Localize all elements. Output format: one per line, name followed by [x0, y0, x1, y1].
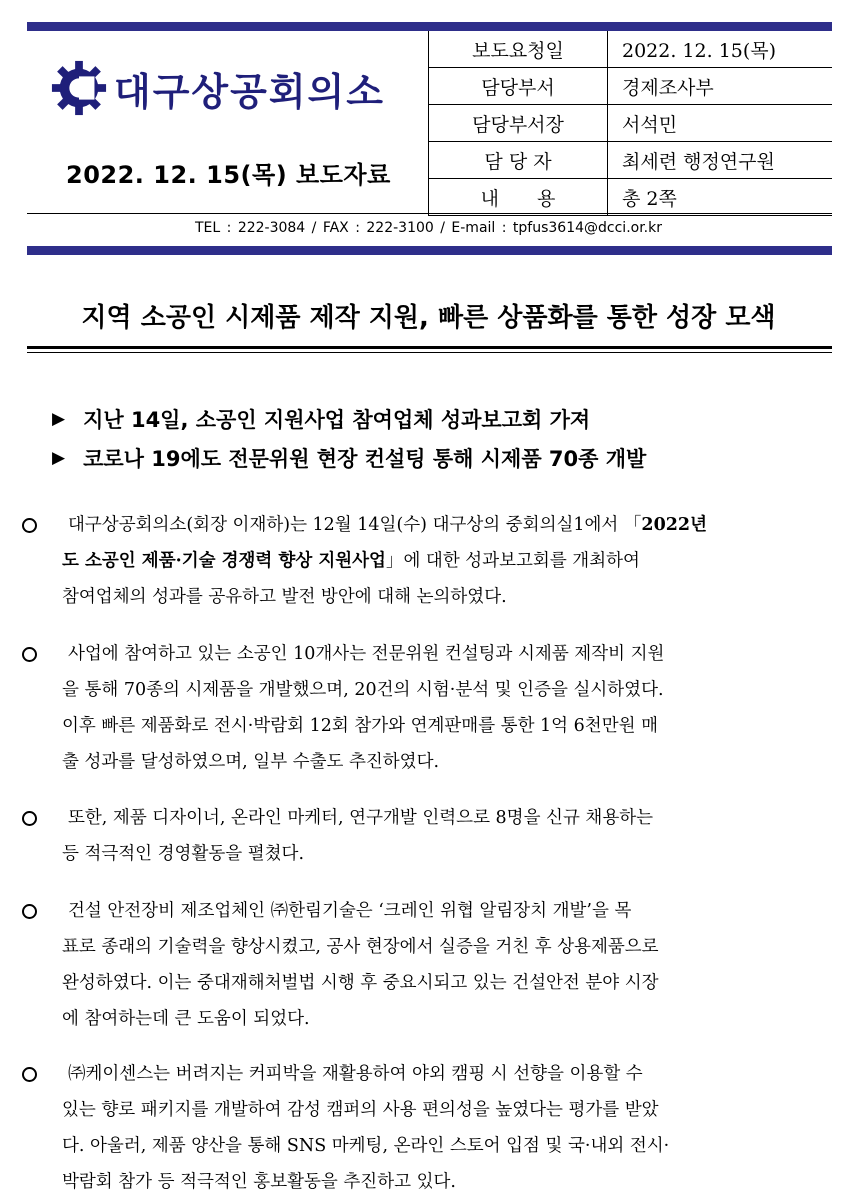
info-row [429, 31, 833, 68]
paragraph-line: 을 통해 70종의 시제품을 개발했으며, 20건의 시험·분석 및 인증을 실시하였다. [62, 680, 664, 700]
info-value: 총 2쪽 [608, 179, 833, 216]
contact-divider [27, 213, 832, 214]
paragraph-line: 표로 종래의 기술력을 향상시켰고, 공사 현장에서 실증을 거친 후 상용제품으로 [62, 937, 659, 957]
paragraph-text: 」에 대한 성과보고회를 개최하여 [385, 551, 640, 571]
paragraph-line [62, 543, 640, 579]
paragraph-line: 사업에 참여하고 있는 소공인 10개사는 전문위원 컨설팅과 시제품 제작비 지원 [68, 644, 665, 664]
header-top-bar [27, 22, 832, 31]
paragraph-line: 출 성과를 달성하였으며, 일부 수출도 추진하였다. [62, 752, 440, 772]
paragraph-line: 건설 안전장비 제조업체인 ㈜한림기술은 ‘크레인 위협 알림장치 개발’을 목 [68, 901, 632, 921]
info-row [429, 179, 833, 216]
circle-bullet-icon [22, 904, 37, 919]
info-table [428, 31, 832, 216]
paragraph [22, 893, 837, 1039]
paragraph-line: 참여업체의 성과를 공유하고 발전 방안에 대해 논의하였다. [62, 587, 507, 607]
paragraph-line: 또한, 제품 디자이너, 온라인 마케터, 연구개발 인력으로 8명을 신규 채용하는 [68, 808, 654, 828]
info-key: 담 당 자 [429, 142, 608, 179]
headline-rule [27, 346, 832, 349]
contact-line: TEL : 222-3084 / FAX : 222-3100 / E-mail : tpfus3614@dcci.or.kr [195, 220, 662, 236]
subheading-text: 지난 14일, 소공인 지원사업 참여업체 성과보고회 가져 [83, 408, 591, 432]
circle-bullet-icon [22, 1067, 37, 1082]
paragraph [22, 1056, 837, 1199]
paragraph-line: 이후 빠른 제품화로 전시·박람회 12회 참가와 연계판매를 통한 1억 6천만원 매 [62, 716, 658, 736]
info-key: 내 용 [429, 179, 608, 216]
paragraph-line: 등 적극적인 경영활동을 펼쳤다. [62, 844, 305, 864]
paragraph-bold: 2022년 [641, 515, 708, 535]
info-key: 보도요청일 [429, 31, 608, 68]
org-name: 대구상공회의소 [114, 69, 385, 114]
circle-bullet-icon [22, 647, 37, 662]
info-row [429, 105, 833, 142]
headline: 지역 소공인 시제품 제작 지원, 빠른 상품화를 통한 성장 모색 [81, 303, 776, 333]
release-line: 2022. 12. 15(목) 보도자료 [66, 161, 391, 189]
circle-bullet-icon [22, 811, 37, 826]
info-value: 2022. 12. 15(목) [608, 31, 833, 68]
paragraph-line: 박람회 참가 등 적극적인 홍보활동을 추진하고 있다. [62, 1172, 456, 1192]
org-logo [50, 58, 385, 118]
info-key: 담당부서 [429, 68, 608, 105]
paragraph-line: 다. 아울러, 제품 양산을 통해 SNS 마케팅, 온라인 스토어 입점 및 국·내외 전시· [62, 1136, 670, 1156]
paragraph [22, 636, 837, 782]
paragraph-line: 완성하였다. 이는 중대재해처벌법 시행 후 중요시되고 있는 건설안전 분야 시장 [62, 973, 659, 993]
triangle-bullet-icon: ▶ [52, 448, 66, 468]
circle-bullet-icon [22, 518, 37, 533]
paragraph-bold: 도 소공인 제품·기술 경쟁력 향상 지원사업 [62, 551, 386, 571]
info-row [429, 68, 833, 105]
paragraph [22, 800, 837, 874]
paragraph-line: ㈜케이센스는 버려지는 커피박을 재활용하여 야외 캠핑 시 선향을 이용할 수 [68, 1064, 643, 1084]
triangle-bullet-icon: ▶ [52, 409, 66, 429]
header-bottom-bar [27, 246, 832, 255]
paragraph-line: 에 참여하는데 큰 도움이 되었다. [62, 1009, 310, 1029]
info-value: 경제조사부 [608, 68, 833, 105]
paragraph-line: 있는 향로 패키지를 개발하여 감성 캠퍼의 사용 편의성을 높였다는 평가를 받았 [62, 1100, 659, 1120]
subheading [52, 443, 646, 473]
paragraph-text: 대구상공회의소(회장 이재하)는 12월 14일(수) 대구상의 중회의실1에서 「 [68, 515, 642, 535]
paragraph [22, 507, 837, 617]
info-value: 최세련 행정연구원 [608, 142, 833, 179]
info-key: 담당부서장 [429, 105, 608, 142]
paragraph-line [68, 507, 707, 543]
gear-icon [50, 59, 108, 117]
subheading-text: 코로나 19에도 전문위원 현장 컨설팅 통해 시제품 70종 개발 [83, 447, 647, 471]
info-value: 서석민 [608, 105, 833, 142]
subheading [52, 404, 590, 434]
info-row [429, 142, 833, 179]
headline-rule-thin [27, 352, 832, 353]
